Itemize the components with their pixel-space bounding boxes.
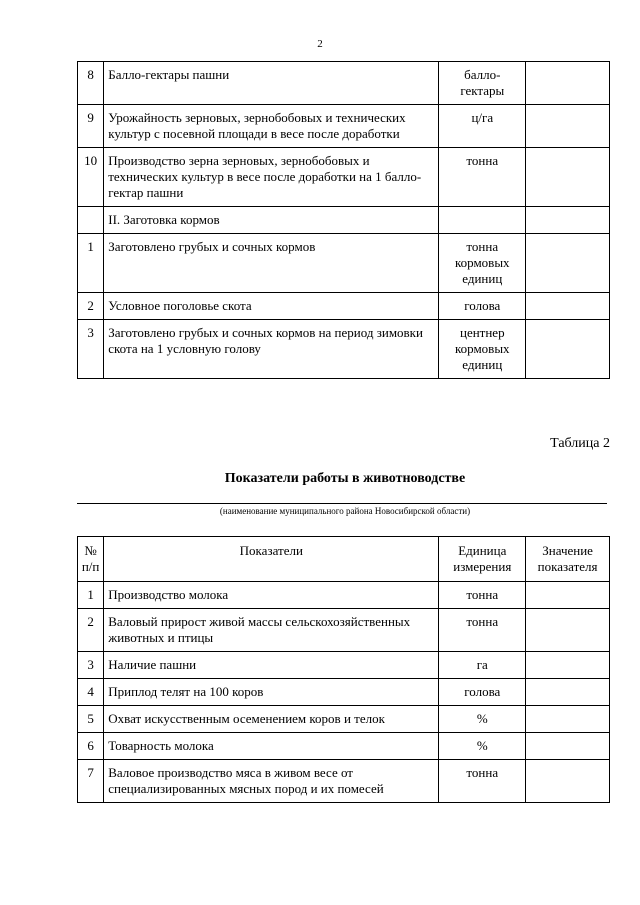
blank-line (77, 503, 607, 504)
indicator-name: Валовый прирост живой массы сельскохозяйственных животных и птицы (104, 609, 439, 652)
indicator-name: Условное поголовье скота (104, 293, 439, 320)
table-row (78, 148, 610, 207)
indicator-name: Приплод телят на 100 коров (104, 679, 439, 706)
table-row (78, 733, 610, 760)
indicator-name: Урожайность зерновых, зернобобовых и технических культур с посевной площади в весе после доработки (104, 105, 439, 148)
table-row (78, 706, 610, 733)
value-cell (526, 62, 610, 105)
value-cell (526, 234, 610, 293)
indicator-name: Производство зерна зерновых, зернобобовых и технических культур в весе после доработки на 1 балло-гектар пашни (104, 148, 439, 207)
table-row (78, 609, 610, 652)
table-caption: Таблица 2 (550, 436, 610, 451)
table-row (78, 234, 610, 293)
value-cell (526, 679, 610, 706)
table-row (78, 293, 610, 320)
header-indicator: Показатели (104, 537, 439, 582)
indicator-name: Балло-гектары пашни (104, 62, 439, 105)
unit: центнер кормовых единиц (439, 320, 526, 379)
row-number: 1 (78, 234, 104, 293)
unit: ц/га (439, 105, 526, 148)
unit: % (439, 733, 526, 760)
row-number: 9 (78, 105, 104, 148)
table-row (78, 652, 610, 679)
unit: тонна кормовых единиц (439, 234, 526, 293)
unit: тонна (439, 760, 526, 803)
district-name-note: (наименование муниципального района Новосибирской области) (219, 506, 471, 516)
value-cell (526, 706, 610, 733)
crop-indicators-table (77, 61, 610, 379)
indicator-name: Товарность молока (104, 733, 439, 760)
unit: тонна (439, 148, 526, 207)
value-cell (526, 609, 610, 652)
row-number: 2 (78, 609, 104, 652)
indicator-name: Охват искусственным осеменением коров и телок (104, 706, 439, 733)
table-row (78, 760, 610, 803)
header-row (78, 537, 610, 582)
livestock-indicators-table (77, 536, 610, 803)
value-cell (526, 293, 610, 320)
indicator-name: Заготовлено грубых и сочных кормов на период зимовки скота на 1 условную голову (104, 320, 439, 379)
table-row (78, 105, 610, 148)
value-cell (526, 760, 610, 803)
row-number: 3 (78, 320, 104, 379)
row-number: 6 (78, 733, 104, 760)
row-number: 1 (78, 582, 104, 609)
table-row (78, 679, 610, 706)
unit: голова (439, 679, 526, 706)
unit: % (439, 706, 526, 733)
table-row (78, 62, 610, 105)
unit: балло- гектары (439, 62, 526, 105)
row-number: 8 (78, 62, 104, 105)
indicator-name: Валовое производство мяса в живом весе от специализированных мясных пород и их помесей (104, 760, 439, 803)
table-row (78, 320, 610, 379)
header-unit: Единица измерения (439, 537, 526, 582)
indicator-name: Заготовлено грубых и сочных кормов (104, 234, 439, 293)
row-number: 5 (78, 706, 104, 733)
value-cell (526, 148, 610, 207)
row-number: 3 (78, 652, 104, 679)
unit (439, 207, 526, 234)
row-number: 2 (78, 293, 104, 320)
section-header-row (78, 207, 610, 234)
indicator-name: Производство молока (104, 582, 439, 609)
page-number: 2 (317, 38, 323, 50)
value-cell (526, 652, 610, 679)
row-number: 4 (78, 679, 104, 706)
value-cell (526, 582, 610, 609)
indicator-name: Наличие пашни (104, 652, 439, 679)
table-row (78, 582, 610, 609)
table-title: Показатели работы в животноводстве (224, 471, 466, 486)
row-number: 7 (78, 760, 104, 803)
value-cell (526, 733, 610, 760)
unit: тонна (439, 582, 526, 609)
header-value: Значение показателя (526, 537, 610, 582)
unit: га (439, 652, 526, 679)
value-cell (526, 320, 610, 379)
header-number: № п/п (78, 537, 104, 582)
value-cell (526, 105, 610, 148)
row-number: 10 (78, 148, 104, 207)
unit: тонна (439, 609, 526, 652)
unit: голова (439, 293, 526, 320)
section-title: II. Заготовка кормов (104, 207, 439, 234)
row-number (78, 207, 104, 234)
value-cell (526, 207, 610, 234)
